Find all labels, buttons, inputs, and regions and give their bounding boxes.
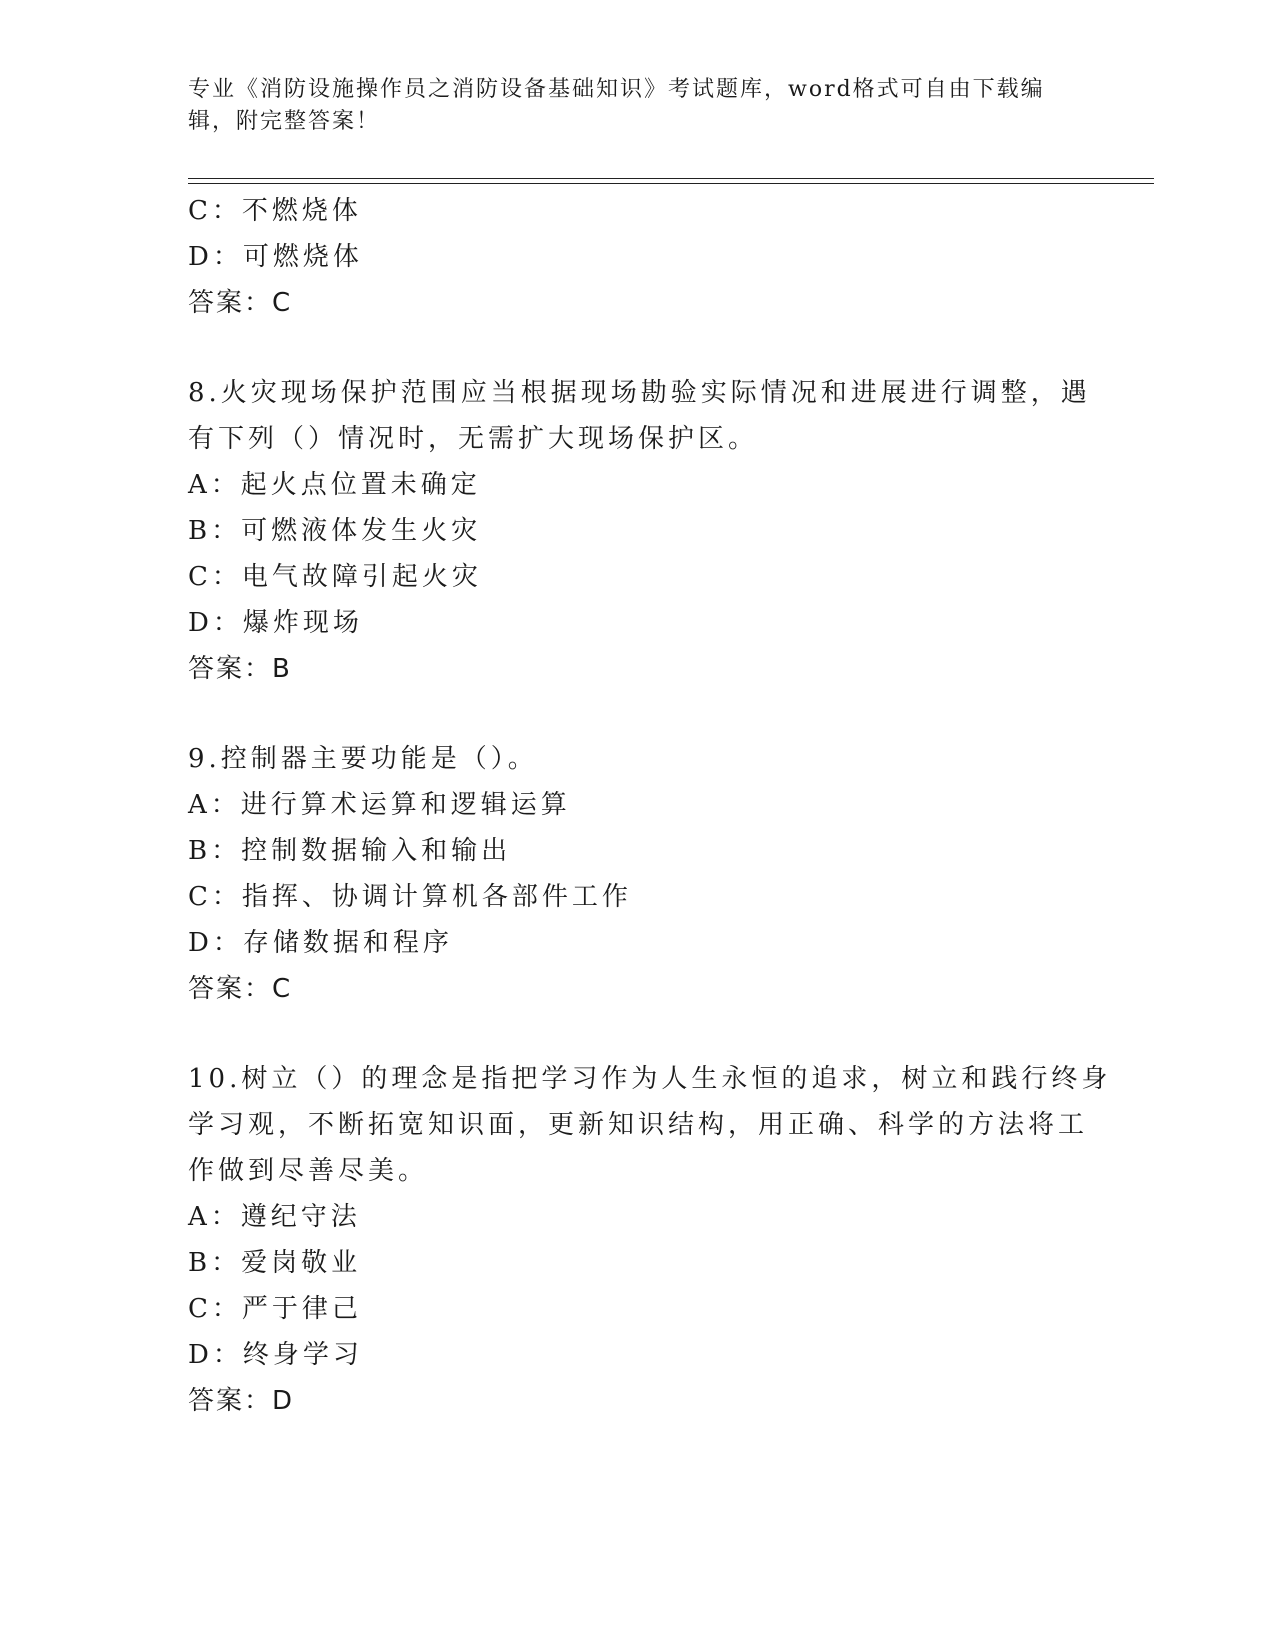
option-c: C：电气故障引起火灾 xyxy=(188,562,482,592)
answer-line: 答案：C xyxy=(188,974,293,1004)
header-line-1: 专业《消防设施操作员之消防设备基础知识》考试题库，word格式可自由下载编 xyxy=(188,77,1045,102)
header-rule-bottom xyxy=(188,183,1154,184)
question-stem-line: 10.树立（）的理念是指把学习作为人生永恒的追求，树立和践行终身 xyxy=(188,1064,1112,1094)
option-c: C：不燃烧体 xyxy=(188,196,362,226)
question-stem-line: 学习观，不断拓宽知识面，更新知识结构，用正确、科学的方法将工 xyxy=(188,1110,1089,1140)
header-line-2: 辑，附完整答案！ xyxy=(188,109,381,134)
option-a: A：起火点位置未确定 xyxy=(188,470,481,500)
question-stem-line: 9.控制器主要功能是（）。 xyxy=(188,744,538,774)
option-a: A：遵纪守法 xyxy=(188,1202,361,1232)
option-d: D：存储数据和程序 xyxy=(188,928,453,958)
question-8 xyxy=(188,370,1091,692)
document-header xyxy=(188,74,1088,138)
option-a: A：进行算术运算和逻辑运算 xyxy=(188,790,571,820)
question-stem-line: 有下列（）情况时，无需扩大现场保护区。 xyxy=(188,424,759,454)
question-stem-line: 作做到尽善尽美。 xyxy=(188,1156,429,1186)
option-b: B：爱岗敬业 xyxy=(188,1248,362,1278)
option-c: C：严于律己 xyxy=(188,1294,362,1324)
option-d: D：爆炸现场 xyxy=(188,608,363,638)
question-stem-line: 8.火灾现场保护范围应当根据现场勘验实际情况和进展进行调整，遇 xyxy=(188,378,1091,408)
question-list xyxy=(188,188,1112,1424)
answer-line: 答案：C xyxy=(188,288,293,318)
question-10 xyxy=(188,1056,1112,1424)
option-b: B：可燃液体发生火灾 xyxy=(188,516,482,546)
option-c: C：指挥、协调计算机各部件工作 xyxy=(188,882,632,912)
option-b: B：控制数据输入和输出 xyxy=(188,836,512,866)
answer-line: 答案：D xyxy=(188,1386,295,1416)
carryover-question xyxy=(188,188,1088,326)
answer-line: 答案：B xyxy=(188,654,292,684)
option-d: D：可燃烧体 xyxy=(188,242,363,272)
header-rule-top xyxy=(188,178,1154,179)
question-9 xyxy=(188,736,1088,1012)
option-d: D：终身学习 xyxy=(188,1340,363,1370)
